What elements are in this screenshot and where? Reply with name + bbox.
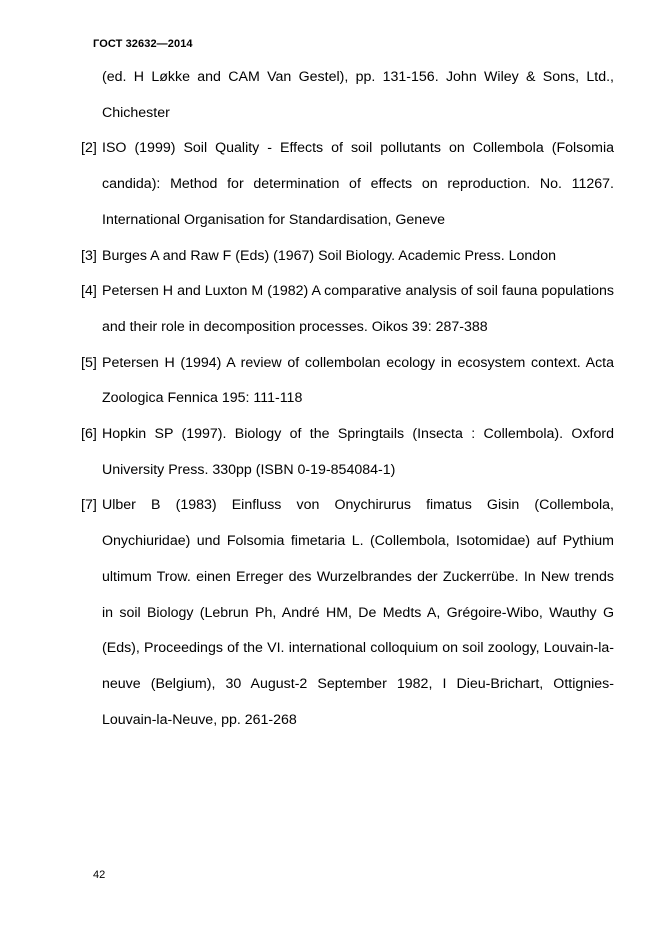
- reference-text: (ed. H Løkke and CAM Van Gestel), pp. 131-156. John Wiley & Sons, Ltd., Chichester: [102, 69, 614, 121]
- reference-item: [81, 60, 614, 131]
- reference-number: [4]: [81, 283, 97, 300]
- reference-number: [6]: [81, 426, 97, 443]
- reference-item: [81, 239, 614, 275]
- reference-item: [81, 488, 614, 738]
- reference-item: [81, 346, 614, 417]
- page-number: 42: [93, 869, 106, 881]
- reference-text: Ulber B (1983) Einfluss von Onychirurus fimatus Gisin (Collembola, Onychiuridae) und Folsomia fimetaria L. (Collembola, Isotomidae) auf Pythium ultimum Trow. einen Erreger des Wurzelbrandes der Zuckerrübe. In New trends in soil Biology (Lebrun Ph, André HM, De Medts A, Grégoire-Wibo, Wauthy G (Eds), Proceedings of the VI. international colloquium on soil zoology, Louvain-la-neuve (Belgium), 30 August-2 September 1982, I Dieu-Brichart, Ottignies-Louvain-la-Neuve, pp. 261-268: [102, 497, 614, 728]
- reference-item: [81, 274, 614, 345]
- reference-text: Petersen H (1994) A review of collembolan ecology in ecosystem context. Acta Zoologica Fennica 195: 111-118: [102, 354, 614, 407]
- reference-item: [81, 417, 614, 488]
- reference-number: [3]: [81, 247, 97, 264]
- reference-number: [5]: [81, 354, 97, 371]
- reference-text: Burges A and Raw F (Eds) (1967) Soil Biology. Academic Press. London: [102, 247, 556, 264]
- reference-item: [81, 131, 614, 238]
- document-code-header: ГОСТ 32632—2014: [93, 38, 193, 50]
- reference-text: Petersen H and Luxton M (1982) A comparative analysis of soil fauna populations and their role in decomposition processes. Oikos 39: 287-388: [102, 283, 614, 335]
- reference-text: ISO (1999) Soil Quality - Effects of soil pollutants on Collembola (Folsomia candida): Method for determination of effects on reproduction. No. 11267. International Organisation for Standardisation, Geneve: [102, 140, 614, 228]
- reference-number: [7]: [81, 497, 97, 514]
- reference-number: [2]: [81, 140, 97, 157]
- reference-text: Hopkin SP (1997). Biology of the Springtails (Insecta : Collembola). Oxford University Press. 330pp (ISBN 0-19-854084-1): [102, 426, 614, 478]
- reference-list: [81, 60, 614, 738]
